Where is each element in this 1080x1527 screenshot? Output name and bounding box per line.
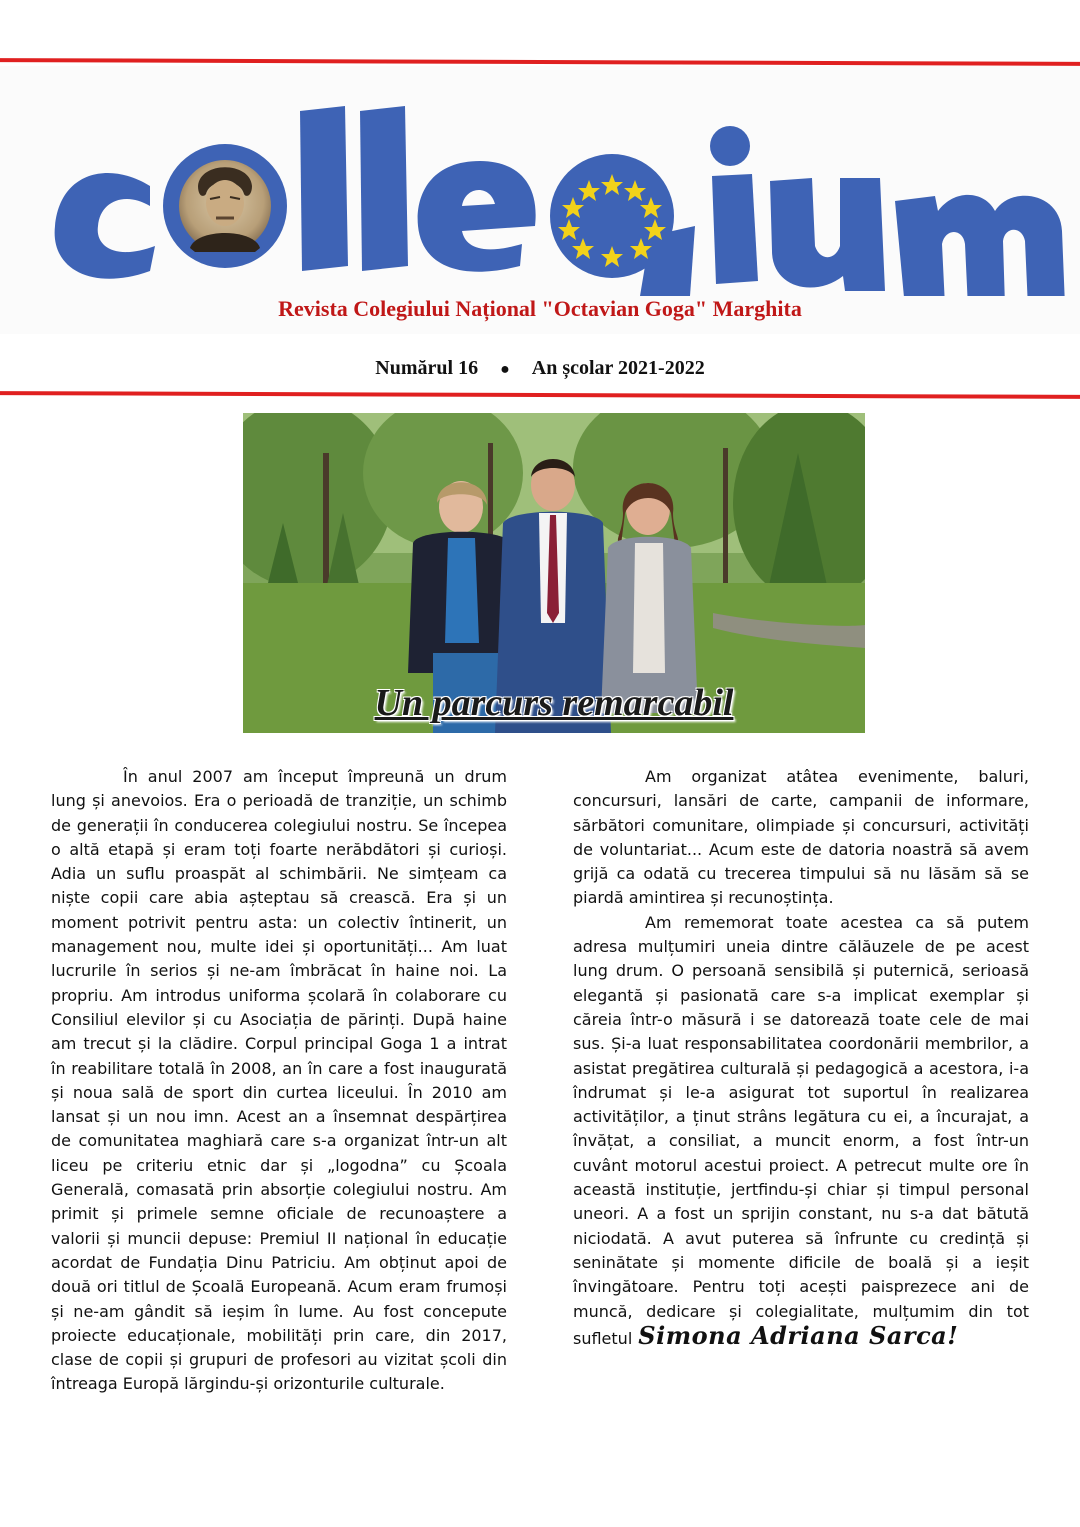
issue-separator: ● — [500, 361, 510, 378]
photo-caption: Un parcurs remarcabil — [374, 682, 734, 724]
collegium-logo — [0, 66, 1080, 296]
article-paragraph: Am organizat atâtea evenimente, baluri, concursuri, lansări de carte, campanii de informare, sărbători comunitare, olimpiade și concursuri, activități de voluntariat... Acum este de datoria noastră să avem grijă ca odată cu trecerea timpului să nu lăsăm să se piardă amintirea și recunoștința. — [573, 767, 1029, 908]
masthead-subtitle: Revista Colegiului Național "Octavian Goga" Marghita — [278, 296, 802, 321]
school-year: An școlar 2021-2022 — [531, 357, 705, 379]
closing-text: Am rememorat toate acestea ca să putem adresa mulțumiri uneia dintre călăuzele de pe acest lung drum. O persoană sensibilă și puternică, serioasă elegantă și pasionată care s-a implicat exemplar și căreia într-o măsură i se datorează toate cele de mai sus. Și-a luat responsabilitatea coordonării membrilor, a asistat pregătirea culturală și pedagogică a acestora, i-a îndrumat și le-a asigurat tot suportul în realizarea activităților, a ținut strâns legătura cu ei, a încurajat, a învățat, a consiliat, a muncit enorm, a fost într-un cuvânt motorul acestui proiect. A petrecut multe ore în această instituție, jertfindu-și chiar și timpul personal uneori. A a fost un sprijin constant, nu s-a dat bătută niciodată. A avut puterea să înfrunte cu credință și seninătate și momente dificile de boală și a ieșit învingătoare. Pentru toți acești paisprezece ani de muncă, dedicare și colegialitate, mulțumim din tot sufletul — [573, 912, 1029, 1348]
article-paragraph: În anul 2007 am început împreună un drum lung și anevoios. Era o perioadă de tranziție, un schimb de generații în conducerea colegiului nostru. Se începea o altă etapă și eram toți foarte nerăbdători și curioși. Adia un suflu proaspăt al schimbării. Ne simțeam ca niște copii care abia așteptau să crească. Era și un moment potrivit pentru asta: un colectiv întinerit, un management nou, multe idei și oportunități... Am luat lucrurile în serios și ne-am îmbrăcat în haine noi. La propriu. Am introdus uniforma școlară în colaborare cu Consiliul elevilor și cu Asociația de părinți. După haine am trecut și la clădire. Corpul principal Goga 1 a intrat în reabilitare totală în 2008, an în care a fost inaugurată și noua sală de sport din curtea liceului. În 2010 am lansat și un nou imn. Acest an a însemnat despărțirea de comunitatea maghiară care s-a organizat într-un alt liceu pe criteriu etnic dar și „logodna” cu Școala Generală, comasată prin absorție colegiului nostru. Am primit și primele semne oficiale de recunoaștere a valorii și muncii depuse: Premiul II național în educație acordat de Fundația Dinu Patriciu. Am obținut apoi de două ori titlul de Școală Europeană. Acum eram frumoși și ne-am gândit să ieșim în lume. Au fost concepute proiecte educaționale, mobilități prin care, din 2017, clase de copii și grupuri de profesori au vizitat școli din întreaga Europă lărgindu-și orizonturile culturale. — [51, 767, 507, 1394]
top-red-rule — [0, 58, 1080, 66]
issue-number: Numărul 16 — [375, 357, 479, 379]
article-paragraph-closing — [573, 911, 1029, 1351]
issue-line — [0, 357, 1080, 380]
bottom-red-rule — [0, 391, 1080, 399]
masthead — [0, 66, 1080, 334]
article-left-column — [51, 765, 507, 1397]
article-right-column — [573, 765, 1029, 1351]
signature: Simona Adriana Sarca! — [638, 1320, 959, 1350]
cover-photo — [243, 413, 865, 733]
